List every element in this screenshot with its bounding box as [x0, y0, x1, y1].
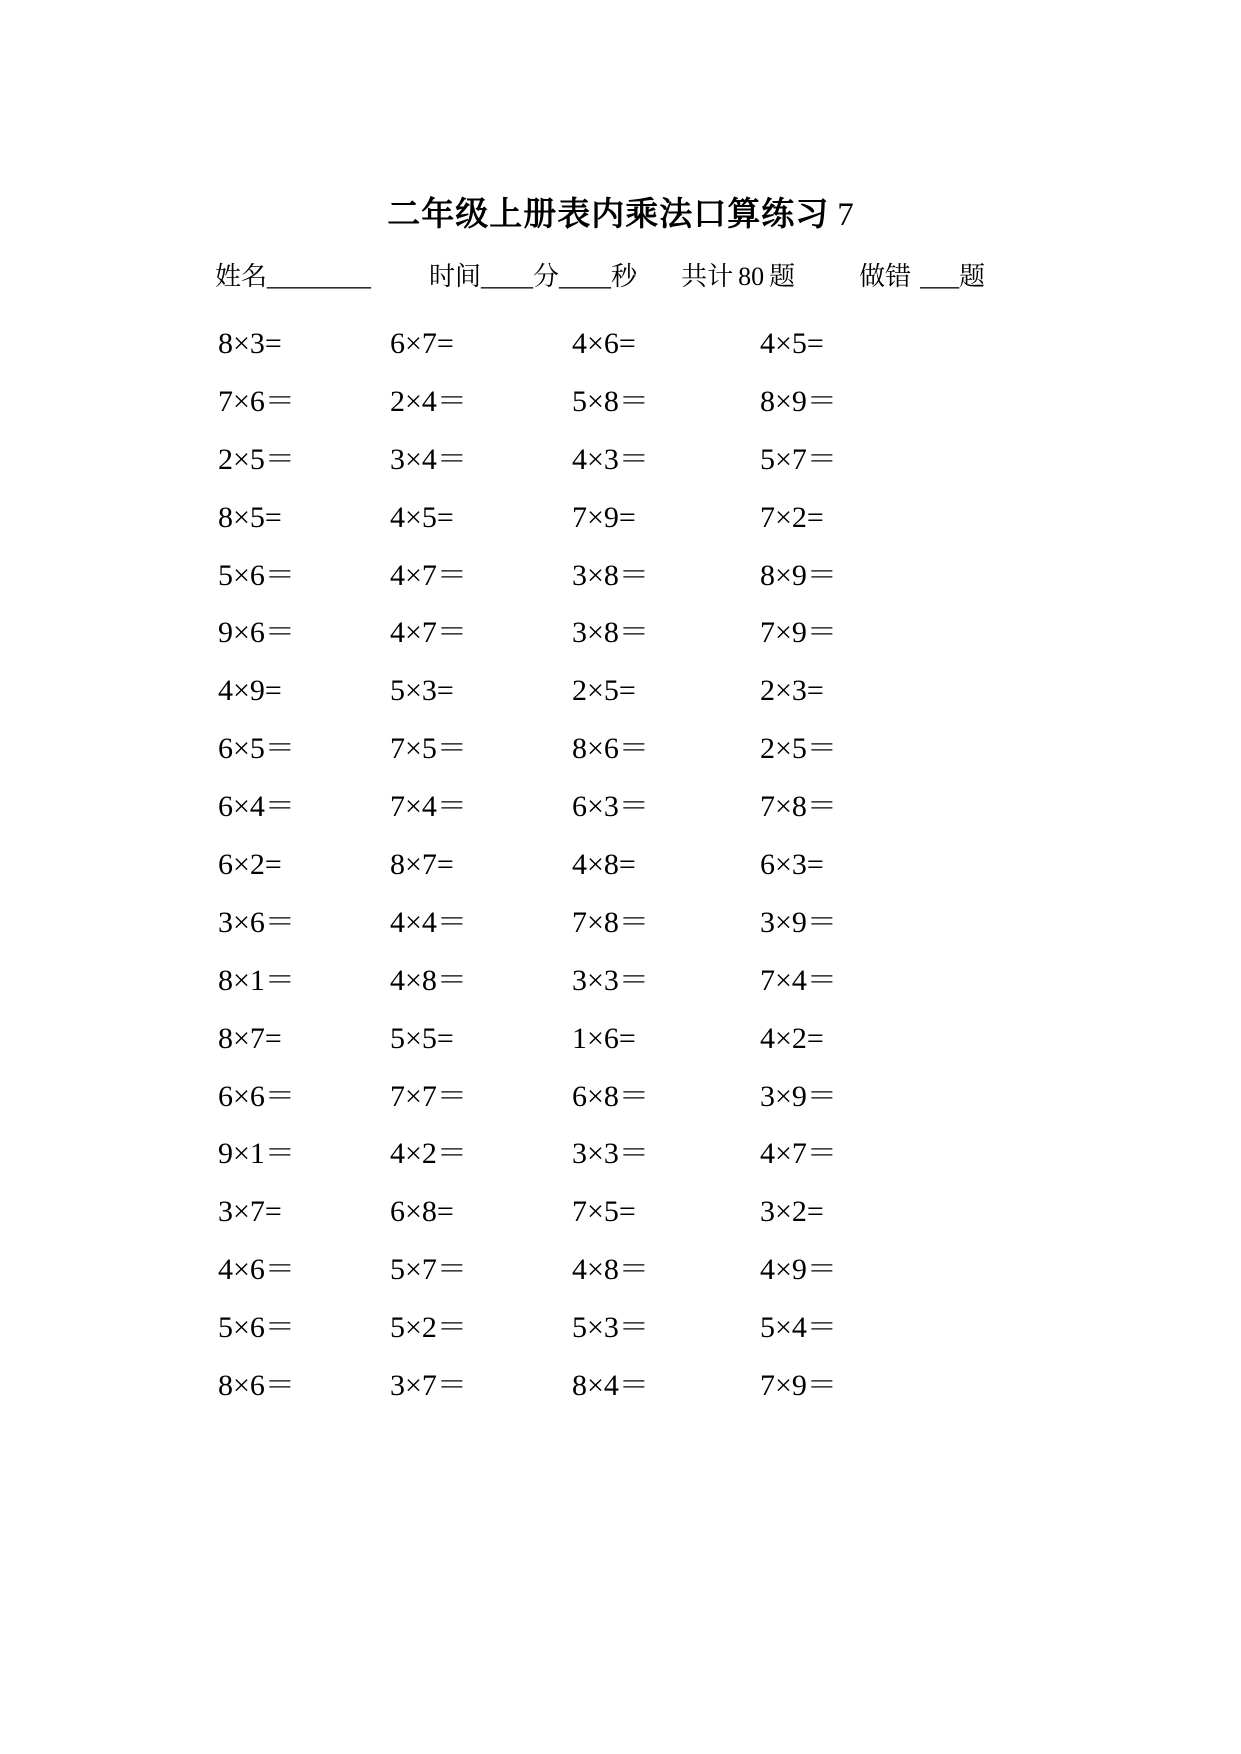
problem: 7×9＝	[760, 1369, 837, 1403]
problem: 6×5＝	[218, 732, 295, 766]
problem-row	[218, 1077, 1048, 1135]
name-blank-field[interactable]: ________	[267, 262, 372, 291]
problem: 8×9＝	[760, 384, 837, 418]
problem: 8×3=	[218, 327, 282, 360]
problem: 5×8＝	[572, 384, 649, 418]
problem: 3×4＝	[390, 442, 467, 476]
problem: 5×6＝	[218, 558, 295, 592]
problem: 2×5＝	[760, 732, 837, 766]
problem-row	[218, 324, 1048, 382]
problem: 3×6＝	[218, 905, 295, 939]
minutes-label: 分	[533, 262, 560, 291]
problem: 9×6＝	[218, 616, 295, 650]
problem: 8×4＝	[572, 1369, 649, 1403]
problem: 2×5=	[572, 674, 636, 708]
name-label: 姓名	[215, 262, 268, 291]
problem: 7×2=	[760, 500, 824, 534]
problem: 7×6＝	[218, 384, 295, 418]
problem: 4×7＝	[390, 616, 467, 650]
problem: 4×2=	[760, 1021, 824, 1055]
problem-row	[218, 1308, 1048, 1366]
problem: 2×4＝	[390, 384, 467, 418]
problem: 3×2=	[760, 1195, 824, 1229]
wrong-unit: 题	[959, 262, 986, 291]
problem-row	[218, 498, 1048, 556]
problem: 5×5=	[390, 1021, 454, 1055]
problem: 4×9=	[218, 674, 282, 708]
page-title	[0, 194, 1241, 235]
problem: 6×3＝	[572, 790, 649, 824]
problem-row	[218, 440, 1048, 498]
problem: 8×7=	[218, 1021, 282, 1055]
problem-row	[218, 903, 1048, 961]
problem-row	[218, 382, 1048, 440]
problem: 4×6=	[572, 327, 636, 360]
problem: 8×6＝	[218, 1369, 295, 1403]
problem: 8×9＝	[760, 558, 837, 592]
minutes-blank-field[interactable]: ____	[481, 262, 534, 291]
problem: 4×6＝	[218, 1253, 295, 1287]
problem: 3×9＝	[760, 905, 837, 939]
problem: 3×3＝	[572, 1137, 649, 1171]
problem: 5×7＝	[760, 442, 837, 476]
problem: 4×5=	[760, 327, 824, 360]
problem: 4×2＝	[390, 1137, 467, 1171]
problem: 3×8＝	[572, 616, 649, 650]
problem: 4×8＝	[390, 963, 467, 997]
problem: 4×3＝	[572, 442, 649, 476]
problem-row	[218, 1250, 1048, 1308]
time-label: 时间	[429, 262, 482, 291]
total-unit: 题	[769, 262, 796, 291]
problem: 7×7＝	[390, 1079, 467, 1113]
problem-row	[218, 613, 1048, 671]
problem: 3×7＝	[390, 1369, 467, 1403]
wrong-label: 做错	[859, 262, 912, 291]
total-label: 共计	[681, 262, 734, 291]
problem: 5×7＝	[390, 1253, 467, 1287]
info-line	[215, 260, 1035, 294]
problem: 4×9＝	[760, 1253, 837, 1287]
problem: 6×8＝	[572, 1079, 649, 1113]
problem: 7×9=	[572, 500, 636, 534]
problem-row	[218, 671, 1048, 729]
problem: 3×3＝	[572, 963, 649, 997]
problem-row	[218, 787, 1048, 845]
problem-row	[218, 729, 1048, 787]
problem: 7×8＝	[760, 790, 837, 824]
problem: 1×6=	[572, 1021, 636, 1055]
problem: 4×8＝	[572, 1253, 649, 1287]
problem: 6×3=	[760, 848, 824, 882]
problem: 7×9＝	[760, 616, 837, 650]
problem-row	[218, 845, 1048, 903]
problem: 5×3＝	[572, 1311, 649, 1345]
problem: 7×5=	[572, 1195, 636, 1229]
problem: 8×5=	[218, 500, 282, 534]
problem: 5×6＝	[218, 1311, 295, 1345]
problem-row	[218, 556, 1048, 614]
problem: 6×4＝	[218, 790, 295, 824]
problem: 6×7=	[390, 327, 454, 360]
problem: 5×2＝	[390, 1311, 467, 1345]
seconds-blank-field[interactable]: ____	[559, 262, 612, 291]
problem-row	[218, 1192, 1048, 1250]
problem: 9×1＝	[218, 1137, 295, 1171]
wrong-blank-field[interactable]: ___	[920, 262, 960, 291]
problem: 7×4＝	[760, 963, 837, 997]
problem: 4×7＝	[390, 558, 467, 592]
title-text: 二年级上册表内乘法口算练习	[387, 194, 830, 233]
problems-grid	[218, 324, 1048, 1424]
problem: 6×2=	[218, 848, 282, 882]
problem-row	[218, 1366, 1048, 1424]
problem: 5×3=	[390, 674, 454, 708]
problem: 2×3=	[760, 674, 824, 708]
problem: 2×5＝	[218, 442, 295, 476]
total-count: 80	[738, 262, 765, 291]
problem: 7×4＝	[390, 790, 467, 824]
problem: 4×5=	[390, 500, 454, 534]
problem: 8×7=	[390, 848, 454, 882]
problem-row	[218, 961, 1048, 1019]
problem-row	[218, 1134, 1048, 1192]
problem: 6×6＝	[218, 1079, 295, 1113]
problem: 6×8=	[390, 1195, 454, 1229]
problem: 4×8=	[572, 848, 636, 882]
problem: 3×8＝	[572, 558, 649, 592]
problem: 7×5＝	[390, 732, 467, 766]
problem: 3×7=	[218, 1195, 282, 1229]
problem: 8×6＝	[572, 732, 649, 766]
title-number: 7	[837, 197, 854, 233]
problem: 3×9＝	[760, 1079, 837, 1113]
problem: 4×4＝	[390, 905, 467, 939]
problem: 5×4＝	[760, 1311, 837, 1345]
problem: 8×1＝	[218, 963, 295, 997]
problem: 7×8＝	[572, 905, 649, 939]
seconds-label: 秒	[611, 262, 638, 291]
problem-row	[218, 1019, 1048, 1077]
problem: 4×7＝	[760, 1137, 837, 1171]
